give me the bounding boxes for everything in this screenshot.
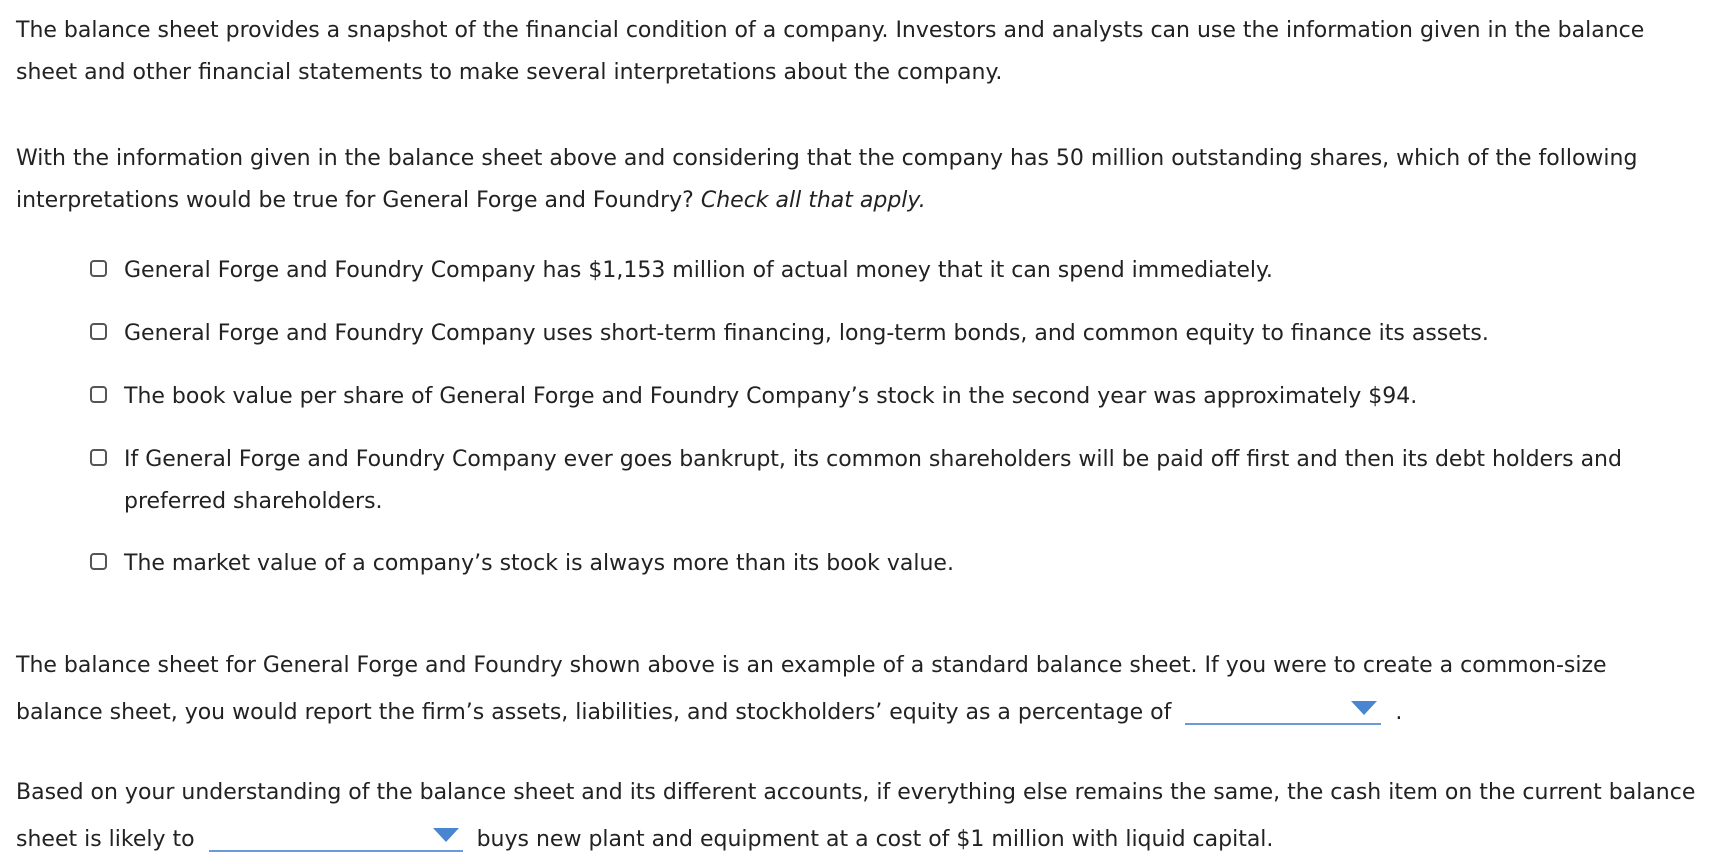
option-checkbox[interactable]	[90, 260, 107, 277]
option-label: General Forge and Foundry Company uses short-term financing, long-term bonds, and common equity to finance its assets.	[124, 321, 1489, 346]
option-label: The market value of a company’s stock is always more than its book value.	[124, 551, 954, 576]
option-item[interactable]	[90, 376, 1650, 418]
cash-text: Based on your understanding of the balance sheet and its different accounts, if everything else remains the same, the cash item on the current balance sheet is likely to	[16, 780, 1696, 852]
option-item[interactable]	[90, 313, 1650, 355]
option-item[interactable]	[90, 250, 1650, 292]
cash-paragraph	[16, 772, 1696, 861]
option-label: If General Forge and Foundry Company ever goes bankrupt, its common shareholders will be paid off first and then its debt holders and preferred shareholders.	[124, 447, 1622, 514]
question-text: With the information given in the balance sheet above and considering that the company has 50 million outstanding shares, which of the following interpretations would be true for General Forge and Foundry?	[16, 146, 1638, 213]
option-checkbox[interactable]	[90, 386, 107, 403]
option-checkbox[interactable]	[90, 449, 107, 466]
option-checkbox[interactable]	[90, 553, 107, 570]
question-paragraph	[16, 138, 1696, 222]
option-label: General Forge and Foundry Company has $1,153 million of actual money that it can spend immediately.	[124, 258, 1273, 283]
chevron-down-icon	[1351, 701, 1377, 715]
intro-paragraph: The balance sheet provides a snapshot of the financial condition of a company. Investors and analysts can use the information given in the balance sheet and other financial statements to make several interpretations about the company.	[16, 18, 1645, 85]
option-label: The book value per share of General Forge and Foundry Company’s stock in the second year was approximately $94.	[124, 384, 1418, 409]
common-size-paragraph	[16, 645, 1696, 734]
cash-dropdown[interactable]	[209, 820, 463, 852]
option-item[interactable]	[90, 439, 1650, 523]
cash-text-after: buys new plant and equipment at a cost of $1 million with liquid capital.	[476, 827, 1274, 852]
common-size-dropdown[interactable]	[1185, 693, 1381, 725]
common-size-period: .	[1395, 700, 1403, 725]
option-checkbox[interactable]	[90, 323, 107, 340]
chevron-down-icon	[433, 828, 459, 842]
common-size-text: The balance sheet for General Forge and Foundry shown above is an example of a standard balance sheet. If you were to create a common-size balance sheet, you would report the firm’s assets, liabilities, and stockholders’ equity as a percentage of	[16, 653, 1607, 725]
question-instruction: Check all that apply.	[700, 188, 926, 213]
option-item[interactable]	[90, 543, 1650, 585]
